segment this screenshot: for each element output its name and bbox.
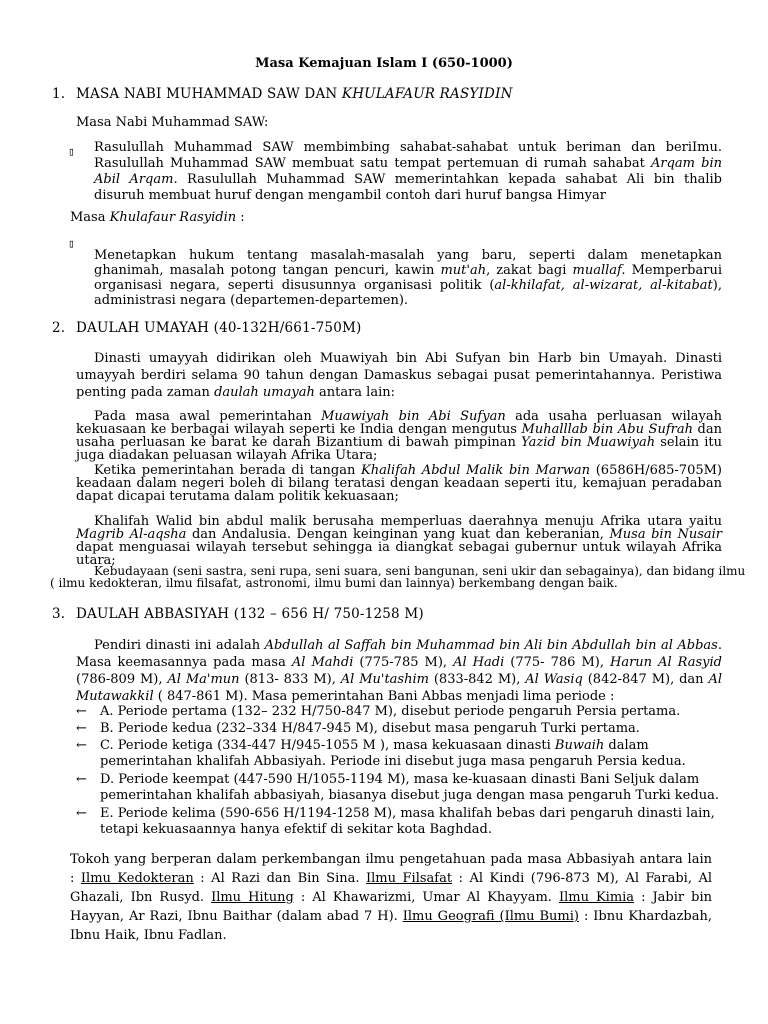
text-span-italic: Khalifah Abdul Malik bin Marwan [361,463,591,478]
arrow-left-icon: ← [76,738,87,753]
text-span: dan usaha perluasan ke barat ke darah Bizantium di bawah pimpinan [76,422,723,450]
text-span: : Al Kindi (796-873 M), Al Farabi, Al Ghazali, Ibn Rusyd. [70,871,713,905]
text-span: (775-785 M), [353,655,454,670]
text-span-italic: Al Hadi [453,655,505,670]
period-item [76,721,722,738]
section-3-number: 3. [52,606,66,622]
text-span-italic: Harun Al Rasyid [610,655,722,670]
period-text-italic: Buwaih [554,738,605,753]
page-title: Masa Kemajuan Islam I (650-1000) [255,56,513,71]
paragraph-tokoh [70,850,712,945]
section-1-heading-italic: KHULAFAUR RASYIDIN [341,86,513,102]
text-span-italic: Arqam bin Abil Arqam [94,156,722,187]
text-span: antara lain: [314,385,395,400]
text-span: dan Andalusia. Dengan keinginan yang kuat dan keberanian, [186,527,610,542]
paragraph-walid [76,515,722,567]
text-span: , zakat bagi [486,263,573,278]
text-span: Ketika pemerintahan berada di tangan [94,463,362,478]
text-span-italic: Khulafaur Rasyidin [109,210,237,225]
paragraph-abbasiyah-intro [76,637,722,705]
paragraph-kebudayaan-line1: Kebudayaan (seni sastra, seni rupa, seni suara, seni bangunan, seni ukir dan sebagainya), dan bidang ilmu [94,564,746,578]
text-span: Pada masa awal pemerintahan [94,409,322,424]
text-span-underlined: Ilmu Geografi (Ilmu Bumi) [402,909,579,924]
text-span: ada usaha perluasan wilayah kekuasaan ke berbagai wilayah seperti ke India dengan mengutus [76,409,722,437]
period-list [76,704,722,840]
text-span: (842-847 M), dan [582,672,709,687]
period-text: E. Periode kelima (590-656 H/1194-1258 M), masa khalifah bebas dari pengaruh dinasti lain, tetapi kekuasaannya hanya efektif di sekitar kota Baghdad. [100,806,715,837]
text-span-italic: mut'ah [440,263,487,278]
text-span: (786-809 M), [76,672,168,687]
text-span-italic: Magrib Al-aqsha [76,527,187,542]
section-1-number: 1. [52,86,66,102]
text-span-italic: Al Mutawakkil [76,672,722,704]
bullet-icon: ▯ [68,237,75,250]
text-span: Dinasti umayyah didirikan oleh Muawiyah bin Abi Sufyan bin Harb bin Umayah. Dinasti umayyah berdiri selama 90 tahun dengan Damaskus sebagai pusat pemerintahannya. Peristiwa penting pada zaman [76,351,722,400]
paragraph-umayah-intro [76,350,722,401]
arrow-left-icon: ← [76,721,87,736]
text-span-underlined: Ilmu Hitung [211,890,294,905]
paragraph-nabi [94,140,722,204]
text-span: : Al Khawarizmi, Umar Al Khayyam. [293,890,559,905]
text-span: Menetapkan hukum tentang masalah-masalah yang baru, seperti dalam menetapkan ghanimah, masalah potong tangan pencuri, kawin [94,248,722,278]
text-span-italic: daulah umayah [214,385,315,400]
text-span: ), administrasi negara (departemen-departemen). [94,278,723,308]
text-span-italic: Muhalllab bin Abu Sufrah [521,422,693,437]
text-span: : Jabir bin Hayyan, Ar Razi, Ibnu Baithar (dalam abad 7 H). [70,890,712,924]
text-span: (6586H/685-705M) keadaan dalam negeri boleh di bilang teratasi dengan keadaan seperti itu, kemajuan peradaban dapat dicapai terutama dalam politik kekuasaan; [76,463,722,504]
text-span-italic: Al Mu'tashim [340,672,429,687]
period-item [76,738,722,772]
arrow-left-icon: ← [76,772,87,787]
text-span: (775- 786 M), [504,655,610,670]
text-span-underlined: Ilmu Kimia [558,890,635,905]
text-span: : [236,210,245,225]
bullet-icon: ▯ [68,145,75,158]
text-span-italic: Musa bin Nusair [609,527,723,542]
paragraph-muawiyah [76,410,722,462]
text-span: dapat menguasai wilayah tersebut sehingga ia diangkat sebagai gubernur untuk wilayah Afrika utara; [76,540,722,568]
text-span-italic: Al Ma'mun [167,672,240,687]
text-span: Rasulullah Muhammad SAW membimbing sahabat-sahabat untuk beriman dan beriImu. Rasulullah Muhammad SAW membuat satu tempat pertemuan di rumah sahabat [94,140,722,171]
text-span: . Rasulullah Muhammad SAW memerintahkan kepada sahabat Ali bin thalib disuruh membuat huruf dengan mengambil contoh dari huruf bangsa Himyar [94,172,722,203]
text-span: : Al Razi dan Bin Sina. [193,871,367,886]
section-2-number: 2. [52,320,66,336]
text-span: : Ibnu Khardazbah, Ibnu Haik, Ibnu Fadlan. [70,909,712,943]
text-span: (813- 833 M), [239,672,341,687]
text-span-italic: Al Mahdi [291,655,354,670]
text-span-underlined: Ilmu Kedokteran [80,871,194,886]
period-text: dalam pemerintahan khalifah Abbasiyah. Periode ini disebut juga masa pengaruh Persia kedua. [100,738,686,769]
text-span-italic: muallaf. [572,263,626,278]
paragraph-khulafaur [94,248,722,308]
text-span: Tokoh yang berperan dalam perkembangan ilmu pengetahuan pada masa Abbasiyah antara lain : [70,852,712,886]
subheading-khulafaur [70,210,245,226]
text-span-italic: al-khilafat, al-wizarat, al-kitabat [494,278,713,293]
period-text: D. Periode keempat (447-590 H/1055-1194 M), masa ke-kuasaan dinasti Bani Seljuk dalam pemerintahan khalifah abbasiyah, biasanya disebut juga dengan masa pengaruh Turki kedua. [100,772,719,803]
text-span: (833-842 M), [428,672,526,687]
period-text: A. Periode pertama (132– 232 H/750-847 M), disebut periode pengaruh Persia pertama. [100,704,681,719]
paragraph-kebudayaan-line2: ( ilmu kedokteran, ilmu filsafat, astronomi, ilmu bumi dan lainnya) berkembang dengan baik. [50,576,618,590]
text-span: Memperbarui organisasi negara, seperti disusunnya organisasi politik ( [94,263,722,293]
arrow-left-icon: ← [76,704,87,719]
text-span-italic: Abdullah al Saffah bin Muhammad bin Ali bin Abdullah bin al Abbas [264,638,718,653]
period-text: B. Periode kedua (232–334 H/847-945 M), disebut masa pengaruh Turki pertama. [100,721,640,736]
text-span-italic: Muawiyah bin Abi Sufyan [321,409,506,424]
text-span-italic: Al Wasiq [525,672,583,687]
text-span: . Masa keemasannya pada masa [76,638,722,670]
text-span: Pendiri dinasti ini adalah [94,638,265,653]
text-span: selain itu juga diadakan peluasan wilayah Afrika Utara; [76,435,722,463]
period-item [76,704,722,721]
period-text: C. Periode ketiga (334-447 H/945-1055 M ), masa kekuasaan dinasti [100,738,555,753]
section-1-heading [76,86,513,102]
section-2-heading: DAULAH UMAYAH (40-132H/661-750M) [76,320,362,336]
text-span-underlined: Ilmu Filsafat [366,871,453,886]
arrow-left-icon: ← [76,806,87,821]
section-1-heading-text: MASA NABI MUHAMMAD SAW DAN [76,86,342,102]
text-span: ( 847-861 M). Masa pemerintahan Bani Abbas menjadi lima periode : [153,689,615,704]
period-item [76,772,722,806]
text-span: Masa [70,210,110,225]
paragraph-abdul-malik [76,464,722,503]
subheading-nabi: Masa Nabi Muhammad SAW: [76,115,269,130]
period-item [76,806,722,840]
text-span: Khalifah Walid bin abdul malik berusaha memperluas daerahnya menuju Afrika utara yaitu [94,514,722,529]
section-3-heading: DAULAH ABBASIYAH (132 – 656 H/ 750-1258 M) [76,606,424,622]
text-span-italic: Yazid bin Muawiyah [521,435,656,450]
